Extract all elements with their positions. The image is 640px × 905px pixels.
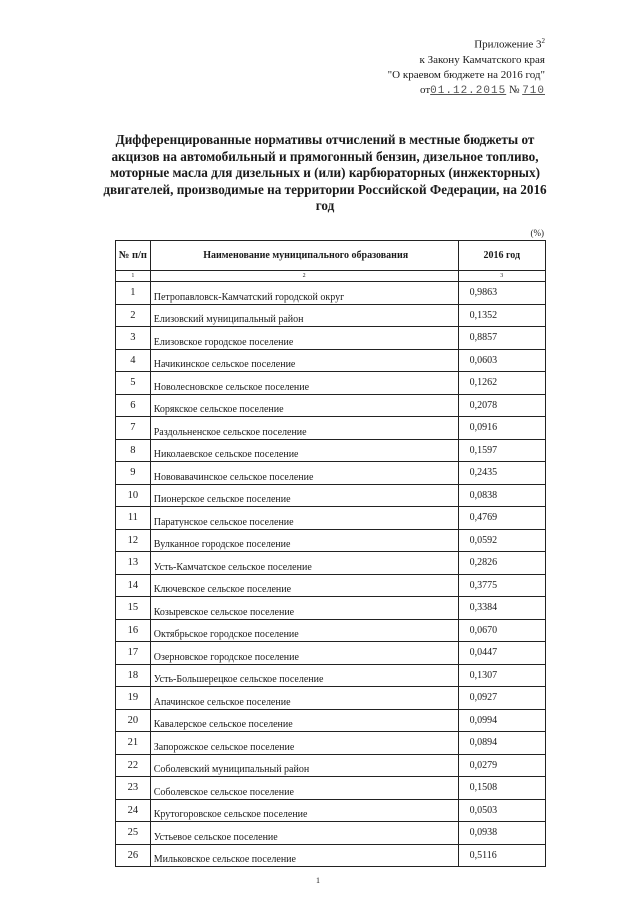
municipality-name: Усть-Камчатское сельское поселение <box>150 552 458 575</box>
row-number: 24 <box>116 799 151 822</box>
municipality-name: Елизовское городское поселение <box>150 327 458 350</box>
row-number: 20 <box>116 709 151 732</box>
row-number: 23 <box>116 777 151 800</box>
table-header-row <box>116 241 546 271</box>
table-row <box>116 687 546 710</box>
municipality-name: Озерновское городское поселение <box>150 642 458 665</box>
norm-value: 0,0938 <box>458 822 545 845</box>
table-row <box>116 552 546 575</box>
table-row <box>116 597 546 620</box>
norm-value: 0,0279 <box>458 754 545 777</box>
table-row <box>116 484 546 507</box>
table-row <box>116 732 546 755</box>
norm-value: 0,0994 <box>458 709 545 732</box>
table-row <box>116 417 546 440</box>
norm-value: 0,4769 <box>458 507 545 530</box>
norm-value: 0,0670 <box>458 619 545 642</box>
table-row <box>116 574 546 597</box>
norm-value: 0,1307 <box>458 664 545 687</box>
table-row <box>116 754 546 777</box>
law-reference: к Закону Камчатского края <box>419 53 545 66</box>
norms-table <box>115 240 546 867</box>
column-number-row <box>116 271 546 282</box>
municipality-name: Апачинское сельское поселение <box>150 687 458 710</box>
row-number: 2 <box>116 304 151 327</box>
row-number: 5 <box>116 372 151 395</box>
norm-value: 0,0447 <box>458 642 545 665</box>
table-row <box>116 462 546 485</box>
municipality-name: Раздольненское сельское поселение <box>150 417 458 440</box>
municipality-name: Корякское сельское поселение <box>150 394 458 417</box>
law-date-number: от01.12.2015 № 710 <box>420 83 545 97</box>
row-number: 17 <box>116 642 151 665</box>
budget-law-title: "О краевом бюджете на 2016 год" <box>387 68 545 81</box>
norm-value: 0,1508 <box>458 777 545 800</box>
table-row <box>116 282 546 305</box>
norm-value: 0,8857 <box>458 327 545 350</box>
municipality-name: Усть-Большерецкое сельское поселение <box>150 664 458 687</box>
norm-value: 0,0927 <box>458 687 545 710</box>
row-number: 14 <box>116 574 151 597</box>
municipality-name: Николаевское сельское поселение <box>150 439 458 462</box>
municipality-name: Нововавачинское сельское поселение <box>150 462 458 485</box>
municipality-name: Крутогоровское сельское поселение <box>150 799 458 822</box>
municipality-name: Елизовский муниципальный район <box>150 304 458 327</box>
table-row <box>116 372 546 395</box>
header-year: 2016 год <box>458 241 545 271</box>
table-row <box>116 822 546 845</box>
norm-value: 0,1262 <box>458 372 545 395</box>
municipality-name: Ключевское сельское поселение <box>150 574 458 597</box>
table-row <box>116 664 546 687</box>
row-number: 6 <box>116 394 151 417</box>
municipality-name: Запорожское сельское поселение <box>150 732 458 755</box>
municipality-name: Соболевский муниципальный район <box>150 754 458 777</box>
table-row <box>116 439 546 462</box>
row-number: 18 <box>116 664 151 687</box>
row-number: 22 <box>116 754 151 777</box>
norm-value: 0,0592 <box>458 529 545 552</box>
norm-value: 0,0838 <box>458 484 545 507</box>
table-row <box>116 619 546 642</box>
law-date: 01.12.2015 <box>430 84 507 97</box>
norm-value: 0,1597 <box>458 439 545 462</box>
municipality-name: Октябрьское городское поселение <box>150 619 458 642</box>
table-row <box>116 777 546 800</box>
column-number: 3 <box>458 271 545 282</box>
municipality-name: Мильковское сельское поселение <box>150 844 458 867</box>
municipality-name: Козыревское сельское поселение <box>150 597 458 620</box>
table-row <box>116 507 546 530</box>
norm-value: 0,0894 <box>458 732 545 755</box>
municipality-name: Петропавловск-Камчатский городской округ <box>150 282 458 305</box>
norm-value: 0,9863 <box>458 282 545 305</box>
row-number: 21 <box>116 732 151 755</box>
table-row <box>116 642 546 665</box>
column-number: 1 <box>116 271 151 282</box>
document-title: Дифференцированные нормативы отчислений в местные бюджеты от акцизов на автомобильный и прямогонный бензин, дизельное топливо, моторные масла для дизельных и (или) карбюраторных (инжекторных) двигателей, производимые на территории Российской Федерации, на 2016 год <box>103 132 547 213</box>
row-number: 7 <box>116 417 151 440</box>
municipality-name: Кавалерское сельское поселение <box>150 709 458 732</box>
norm-value: 0,2078 <box>458 394 545 417</box>
row-number: 19 <box>116 687 151 710</box>
row-number: 16 <box>116 619 151 642</box>
row-number: 12 <box>116 529 151 552</box>
table-row <box>116 394 546 417</box>
norm-value: 0,3384 <box>458 597 545 620</box>
table-row <box>116 799 546 822</box>
municipality-name: Новолесновское сельское поселение <box>150 372 458 395</box>
row-number: 4 <box>116 349 151 372</box>
header-num: № п/п <box>116 241 151 271</box>
municipality-name: Вулканное городское поселение <box>150 529 458 552</box>
units-label: (%) <box>530 228 544 238</box>
norm-value: 0,2826 <box>458 552 545 575</box>
row-number: 1 <box>116 282 151 305</box>
row-number: 25 <box>116 822 151 845</box>
appendix-label: Приложение $3^2$ <box>474 37 545 51</box>
table-row <box>116 304 546 327</box>
table-row <box>116 529 546 552</box>
norm-value: 0,0503 <box>458 799 545 822</box>
table-row <box>116 327 546 350</box>
municipality-name: Паратунское сельское поселение <box>150 507 458 530</box>
table-body <box>116 282 546 867</box>
norm-value: 0,5116 <box>458 844 545 867</box>
table-row <box>116 709 546 732</box>
page-number: 1 <box>316 876 320 885</box>
norm-value: 0,0916 <box>458 417 545 440</box>
row-number: 10 <box>116 484 151 507</box>
table-row <box>116 349 546 372</box>
appendix-header <box>388 34 545 99</box>
table-row <box>116 844 546 867</box>
row-number: 26 <box>116 844 151 867</box>
norm-value: 0,3775 <box>458 574 545 597</box>
municipality-name: Соболевское сельское поселение <box>150 777 458 800</box>
row-number: 3 <box>116 327 151 350</box>
row-number: 11 <box>116 507 151 530</box>
column-number: 2 <box>150 271 458 282</box>
row-number: 9 <box>116 462 151 485</box>
municipality-name: Устьевое сельское поселение <box>150 822 458 845</box>
norm-value: 0,1352 <box>458 304 545 327</box>
row-number: 13 <box>116 552 151 575</box>
header-name: Наименование муниципального образования <box>150 241 458 271</box>
row-number: 15 <box>116 597 151 620</box>
municipality-name: Пионерское сельское поселение <box>150 484 458 507</box>
norm-value: 0,0603 <box>458 349 545 372</box>
row-number: 8 <box>116 439 151 462</box>
norm-value: 0,2435 <box>458 462 545 485</box>
law-number: 710 <box>522 84 545 97</box>
municipality-name: Начикинское сельское поселение <box>150 349 458 372</box>
